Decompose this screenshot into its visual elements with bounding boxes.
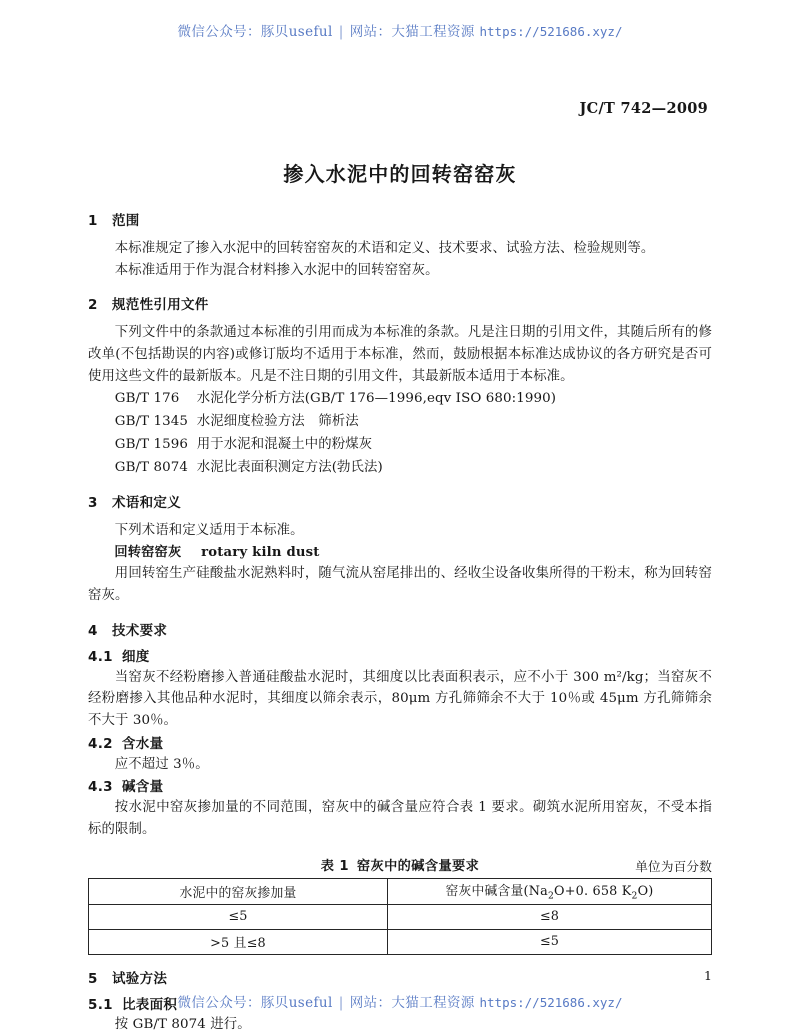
subsection-heading-4-1 — [88, 648, 712, 667]
alkali-formula-sub2: 2 — [631, 890, 638, 902]
section-title-4: 技术要求 — [112, 622, 168, 639]
subsection-title-4-3: 碱含量 — [122, 779, 164, 796]
list-item — [88, 410, 712, 433]
reference-code: GB/T 1596 — [114, 437, 189, 453]
table-cell-dosage: >5 且≤8 — [89, 929, 388, 954]
section-2-paragraph-1: 下列文件中的条款通过本标准的引用而成为本标准的条款。凡是注日期的引用文件，其随后所有的修改单(不包括勘误的内容)或修订版均不适用于本标准，然而，鼓励根据本标准达成协议的各方研究是否可使用这些文件的最新版本。凡是不注日期的引用文件，其最新版本适用于本标准。 — [88, 325, 712, 384]
section-number-3: 3 — [88, 495, 98, 512]
table-header-cell-dosage: 水泥中的窑灰掺加量 — [89, 878, 388, 904]
document-body — [88, 212, 712, 1036]
term-definition-entry — [88, 542, 712, 563]
reference-code: GB/T 1345 — [114, 414, 189, 430]
subsection-number-5-1: 5.1 — [88, 996, 113, 1013]
table-row — [89, 904, 712, 929]
subsection-number-4-1: 4.1 — [88, 648, 113, 665]
subsection-heading-4-2 — [88, 735, 712, 754]
reference-code: GB/T 8074 — [114, 460, 189, 476]
table-1-title: 窑灰中的碱含量要求 — [356, 858, 480, 874]
section-title-5: 试验方法 — [112, 970, 168, 987]
section-number-5: 5 — [88, 970, 98, 987]
table-cell-dosage: ≤5 — [89, 904, 388, 929]
subsection-title-5-1: 比表面积 — [122, 996, 178, 1013]
list-item — [88, 387, 712, 410]
term-english: rotary kiln dust — [201, 545, 320, 561]
section-number-1: 1 — [88, 213, 98, 229]
section-title-2: 规范性引用文件 — [112, 297, 209, 314]
watermark-site-label: 网站： — [349, 24, 392, 40]
subsection-number-4-3: 4.3 — [88, 779, 113, 796]
section-number-2: 2 — [88, 297, 98, 314]
subsection-4-3-paragraph: 按水泥中窑灰掺加量的不同范围，窑灰中的碱含量应符合表 1 要求。砌筑水泥所用窑灰，不受本指标的限制。 — [88, 800, 712, 837]
table-cell-alkali: ≤5 — [388, 929, 712, 954]
list-item — [88, 456, 712, 479]
watermark-separator: | — [338, 995, 344, 1011]
table-header-row — [89, 878, 712, 904]
watermark-site-value: 大猫工程资源 — [391, 24, 475, 40]
page-title: 掺入水泥中的回转窑窑灰 — [283, 162, 517, 186]
subsection-title-4-1: 细度 — [122, 648, 150, 665]
standard-number: JC/T 742—2009 — [579, 100, 708, 117]
reference-title: 水泥细度检验方法 筛析法 — [196, 414, 359, 430]
table-row — [89, 929, 712, 954]
alkali-content-table — [88, 878, 712, 955]
section-title-1: 范围 — [112, 213, 140, 229]
section-heading-5 — [88, 970, 712, 989]
reference-title: 水泥比表面积测定方法(勃氏法) — [196, 460, 383, 476]
section-1-paragraph-1: 本标准规定了掺入水泥中的回转窑窑灰的术语和定义、技术要求、试验方法、检验规则等。 — [114, 240, 655, 256]
alkali-formula-mid: O+0. 658 K — [554, 884, 632, 900]
term-chinese: 回转窑窑灰 — [114, 545, 182, 561]
section-number-4: 4 — [88, 622, 98, 639]
alkali-formula-suffix: O) — [637, 884, 654, 900]
section-title-3: 术语和定义 — [112, 495, 181, 512]
watermark-separator: | — [338, 24, 344, 40]
subsection-4-2-paragraph: 应不超过 3％。 — [114, 756, 209, 772]
section-heading-2 — [88, 296, 712, 315]
subsection-heading-4-3 — [88, 778, 712, 797]
watermark-url: https://521686.xyz/ — [479, 995, 623, 1010]
subsection-5-1-paragraph: 按 GB/T 8074 进行。 — [114, 1017, 251, 1033]
table-1-label: 表 1 — [320, 858, 349, 874]
watermark-wechat-value: 豚贝useful — [260, 24, 333, 40]
table-1-caption-row — [88, 855, 712, 875]
section-3-paragraph-2: 用回转窑生产硅酸盐水泥熟料时，随气流从窑尾排出的、经收尘设备收集所得的干粉末，称为回转窑窑灰。 — [88, 566, 712, 604]
watermark-wechat-value: 豚贝useful — [260, 995, 333, 1011]
table-header-cell-alkali — [388, 878, 712, 904]
watermark-url: https://521686.xyz/ — [479, 24, 623, 39]
section-heading-4 — [88, 622, 712, 641]
table-1-block — [88, 855, 712, 955]
watermark-top — [0, 20, 800, 40]
table-cell-alkali: ≤8 — [388, 904, 712, 929]
section-heading-3 — [88, 494, 712, 513]
list-item — [88, 433, 712, 456]
table-1-unit-note: 单位为百分数 — [635, 858, 712, 874]
alkali-formula-prefix: 窑灰中碱含量(Na — [445, 884, 548, 900]
reference-code: GB/T 176 — [114, 391, 180, 407]
watermark-wechat-label: 微信公众号： — [177, 995, 261, 1011]
page-number: 1 — [704, 968, 712, 983]
section-heading-1 — [88, 212, 712, 231]
subsection-4-1-paragraph: 当窑灰不经粉磨掺入普通硅酸盐水泥时，其细度以比表面积表示，应不小于 300 m²/kg；当窑灰不经粉磨掺入其他品种水泥时，其细度以筛余表示，80μm 方孔筛筛余不大于 10％或 45μm 方孔筛筛余不大于 30％。 — [88, 669, 712, 729]
reference-title: 水泥化学分析方法(GB/T 176—1996,eqv ISO 680:1990) — [196, 391, 557, 407]
watermark-wechat-label: 微信公众号： — [177, 24, 261, 40]
alkali-formula-sub1: 2 — [547, 890, 554, 902]
watermark-site-label: 网站： — [349, 995, 392, 1011]
table-1-caption — [88, 855, 712, 874]
watermark-bottom — [0, 991, 800, 1011]
reference-title: 用于水泥和混凝土中的粉煤灰 — [196, 437, 373, 453]
subsection-number-4-2: 4.2 — [88, 735, 113, 752]
subsection-title-4-2: 含水量 — [122, 735, 164, 752]
normative-reference-list — [88, 387, 712, 479]
section-3-paragraph-1: 下列术语和定义适用于本标准。 — [114, 523, 304, 539]
watermark-site-value: 大猫工程资源 — [391, 995, 475, 1011]
section-1-paragraph-2: 本标准适用于作为混合材料掺入水泥中的回转窑窑灰。 — [114, 262, 439, 278]
